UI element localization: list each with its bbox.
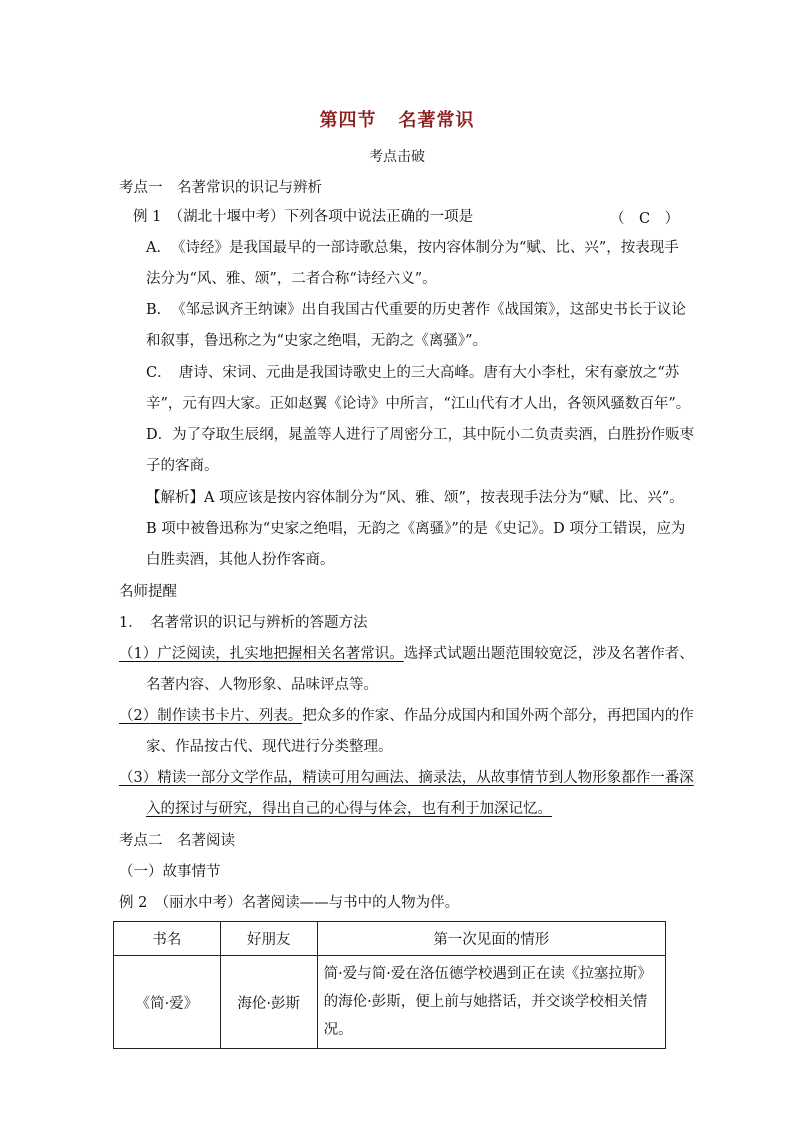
tip1-line2: 名著内容、人物形象、品味评点等。	[146, 677, 378, 693]
option-b-line2: 和叙事，鲁迅称之为“史家之绝唱，无韵之《离骚》”。	[146, 333, 488, 349]
analysis-line1: 【解析】A 项应该是按内容体制分为“风、雅、颂”，按表现手法分为“赋、比、兴”。	[146, 490, 684, 506]
option-c-line2: 辛”，元有四大家。正如赵翼《论诗》中所言，“江山代有才人出，各领风骚数百年”。	[146, 396, 691, 412]
tip1-underlined: （1）广泛阅读，扎实地把握相关名著常识。	[119, 646, 404, 662]
tip2-line2: 家、作品按古代、现代进行分类整理。	[146, 739, 393, 755]
tip3-line1: （3）精读一部分文学作品，精读可用勾画法、摘录法，从故事情节到人物形象都作一番深	[119, 770, 694, 786]
table-row	[114, 956, 666, 1049]
tips-heading: 名师提醒	[119, 584, 177, 600]
header-book: 书名	[114, 922, 221, 956]
subtitle: 考点击破	[369, 149, 425, 165]
option-a-line1: A． 《诗经》是我国最早的一部诗歌总集，按内容体制分为“赋、比、兴”，按表现手	[146, 240, 679, 256]
table-header-row	[114, 922, 666, 956]
analysis-line2: B 项中被鲁迅称为“史家之绝唱，无韵之《离骚》”的是《史记》。D 项分工错误，应为	[146, 521, 686, 537]
cell-scene: 简·爱与简·爱在洛伍德学校遇到正在读《拉塞拉斯》的海伦·彭斯，便上前与她搭话，并交谈学校相关情况。	[317, 956, 665, 1049]
example1-answer: （ C ）	[610, 211, 680, 227]
cell-book: 《简·爱》	[114, 956, 221, 1049]
tip1-line1	[119, 644, 694, 664]
tip2-rest: 把众多的作家、作品分成国内和国外两个部分，再把国内的作	[302, 708, 694, 724]
header-friend: 好朋友	[220, 922, 317, 956]
option-a-line2: 法分为“风、雅、颂”，二者合称“诗经六义”。	[146, 271, 437, 287]
header-scene: 第一次见面的情形	[317, 922, 665, 956]
analysis-line3: 白胜卖酒，其他人扮作客商。	[146, 552, 335, 568]
option-c-line1: C． 唐诗、宋词、元曲是我国诗歌史上的三大高峰。唐有大小李杜，宋有豪放之“苏	[146, 365, 680, 381]
tip3-line2: 入的探讨与研究，得出自己的心得与体会，也有利于加深记忆。	[146, 801, 552, 817]
example1-question: 例 1 （湖北十堰中考）下列各项中说法正确的一项是	[133, 209, 474, 225]
section-title-number: 第四节	[319, 110, 377, 131]
tip2-line1	[119, 706, 694, 726]
option-d-line2: 子的客商。	[146, 458, 219, 474]
point1-heading: 考点一 名著常识的识记与辨析	[119, 180, 322, 196]
tips-item1: 1． 名著常识的识记与辨析的答题方法	[119, 615, 368, 631]
cell-friend: 海伦·彭斯	[220, 956, 317, 1049]
tip1-rest: 选择式试题出题范围较宽泛，涉及名著作者、	[403, 646, 694, 662]
tip2-underlined: （2）制作读书卡片、列表。	[119, 708, 303, 724]
point2-sub: （一）故事情节	[119, 864, 221, 880]
character-table	[113, 921, 666, 1049]
option-d-line1: D．为了夺取生辰纲，晁盖等人进行了周密分工，其中阮小二负责卖酒，白胜扮作贩枣	[146, 427, 695, 443]
point2-heading: 考点二 名著阅读	[119, 833, 235, 849]
example2-question: 例 2 （丽水中考）名著阅读——与书中的人物为伴。	[119, 895, 460, 911]
option-b-line1: B． 《邹忌讽齐王纳谏》出自我国古代重要的历史著作《战国策》，这部史书长于议论	[146, 302, 686, 318]
section-title	[0, 106, 794, 132]
section-title-text: 名著常识	[398, 110, 475, 131]
